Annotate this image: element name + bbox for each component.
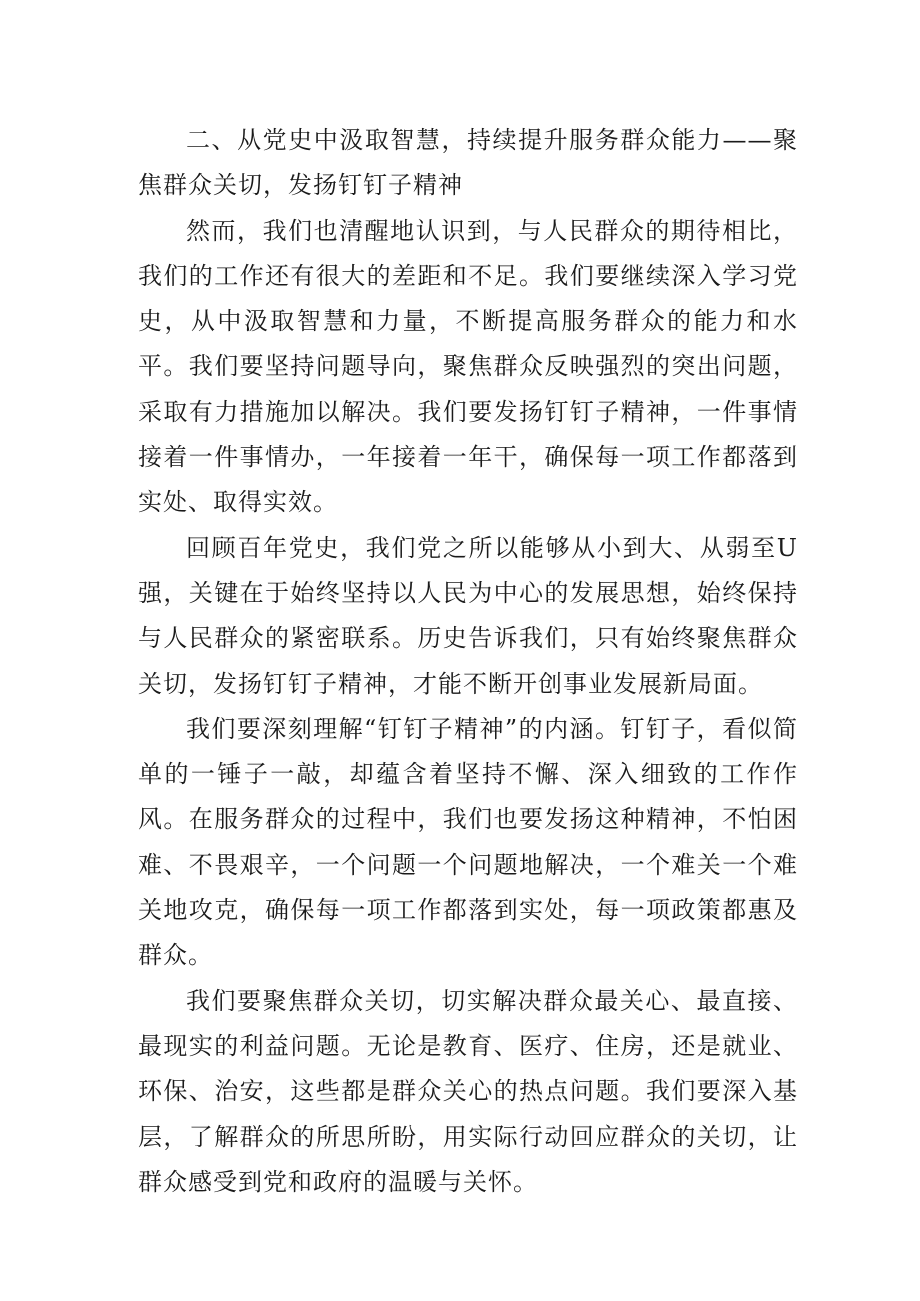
paragraph-2: 回顾百年党史，我们党之所以能够从小到大、从弱至U强，关键在于始终坚持以人民为中心的发展思想，始终保持与人民群众的紧密联系。历史告诉我们，只有始终聚焦群众关切，发扬钉钉子精神，才能不断开创事业发展新局面。: [138, 533, 798, 698]
paragraph-4: 我们要聚焦群众关切，切实解决群众最关心、最直接、最现实的利益问题。无论是教育、医疗、住房，还是就业、环保、治安，这些都是群众关心的热点问题。我们要深入基层，了解群众的所思所盼，用实际行动回应群众的关切，让群众感受到党和政府的温暖与关怀。: [138, 986, 798, 1196]
paragraph-3: 我们要深刻理解“钉钉子精神”的内涵。钉钉子，看似简单的一锤子一敲，却蕴含着坚持不懈、深入细致的工作作风。在服务群众的过程中，我们也要发扬这种精神，不怕困难、不畏艰辛，一个问题一个问题地解决，一个难关一个难关地攻克，确保每一项工作都落到实处，每一项政策都惠及群众。: [138, 714, 798, 970]
document-body: [138, 118, 798, 1205]
section-heading: 二、从党史中汲取智慧，持续提升服务群众能力——聚焦群众关切，发扬钉钉子精神: [138, 126, 798, 200]
paragraph-1: 然而，我们也清醒地认识到，与人民群众的期待相比，我们的工作还有很大的差距和不足。我们要继续深入学习党史，从中汲取智慧和力量，不断提高服务群众的能力和水平。我们要坚持问题导向，聚焦群众反映强烈的突出问题，采取有力措施加以解决。我们要发扬钉钉子精神，一件事情接着一件事情办，一年接着一年干，确保每一项工作都落到实处、取得实效。: [138, 216, 798, 517]
